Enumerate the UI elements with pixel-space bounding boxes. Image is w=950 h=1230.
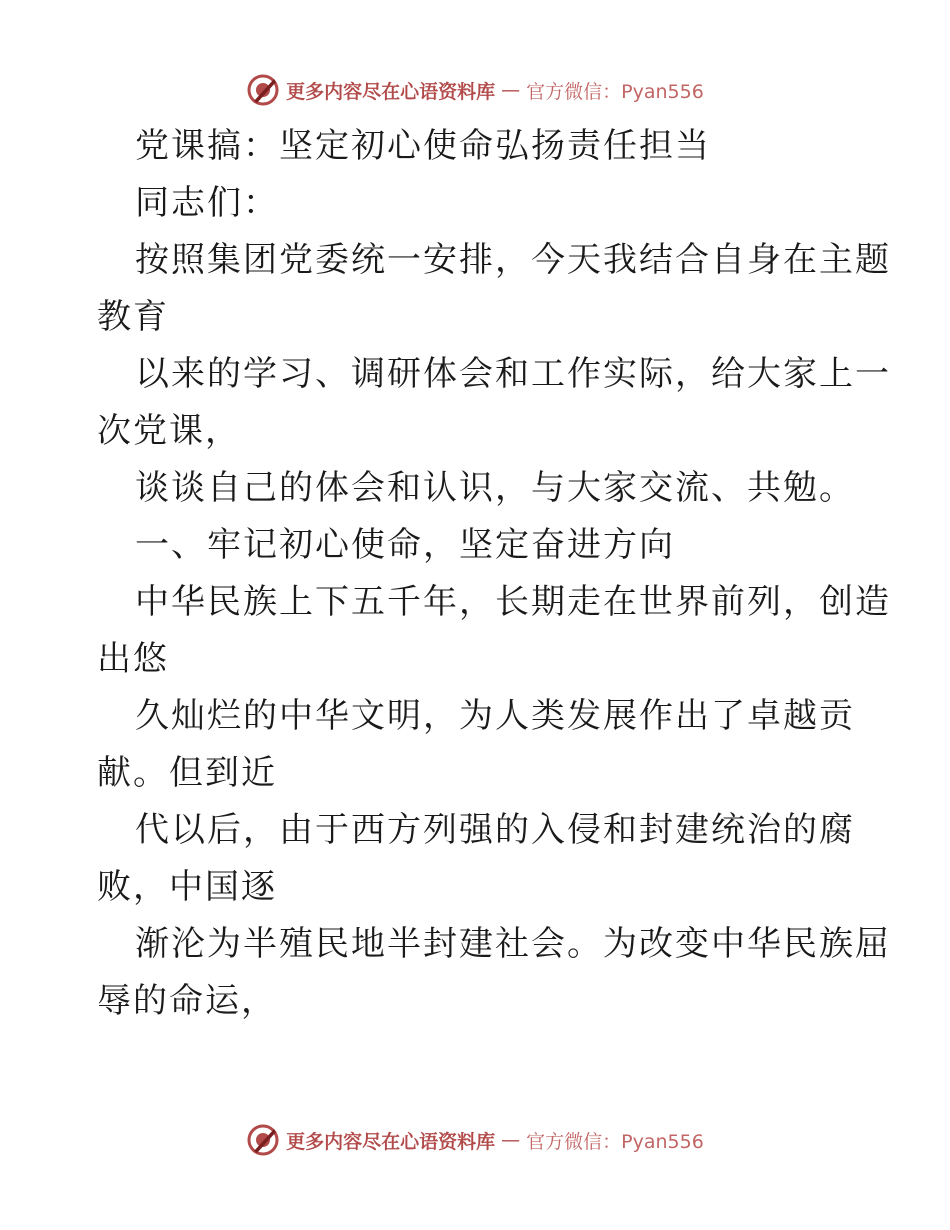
- document-body: [97, 118, 891, 1030]
- watermark-separator: —: [501, 1129, 521, 1151]
- header-watermark: [0, 70, 950, 110]
- text-line: 出悠: [97, 639, 169, 679]
- section-heading: 一、牢记初心使命，坚定奋进方向: [135, 525, 675, 565]
- watermark-sub-text: 官方微信：Pyan556: [526, 1130, 704, 1153]
- text-line: 辱的命运，: [97, 981, 277, 1021]
- text-line: 久灿烂的中华文明，为人类发展作出了卓越贡: [135, 696, 855, 736]
- text-line: 献。但到近: [97, 753, 277, 793]
- salutation: 同志们：: [135, 183, 279, 223]
- text-line: 中华民族上下五千年，长期走在世界前列，创造: [135, 582, 891, 622]
- watermark-separator: —: [501, 79, 521, 101]
- text-line: 败，中国逐: [97, 867, 277, 907]
- watermark-main-text: 更多内容尽在心语资料库: [286, 1130, 496, 1153]
- text-line: 代以后，由于西方列强的入侵和封建统治的腐: [135, 810, 855, 850]
- footer-watermark: [0, 1120, 950, 1160]
- text-line: 谈谈自己的体会和认识，与大家交流、共勉。: [135, 468, 855, 508]
- watermark-sub-text: 官方微信：Pyan556: [526, 80, 704, 103]
- text-line: 以来的学习、调研体会和工作实际，给大家上一: [135, 354, 891, 394]
- quill-seal-icon: [246, 73, 280, 107]
- text-line: 次党课，: [97, 411, 241, 451]
- document-title: 党课搞：坚定初心使命弘扬责任担当: [135, 126, 711, 166]
- text-line: 渐沦为半殖民地半封建社会。为改变中华民族屈: [135, 924, 891, 964]
- text-line: 按照集团党委统一安排，今天我结合自身在主题: [135, 240, 891, 280]
- watermark-main-text: 更多内容尽在心语资料库: [286, 80, 496, 103]
- quill-seal-icon: [246, 1123, 280, 1157]
- text-line: 教育: [97, 297, 169, 337]
